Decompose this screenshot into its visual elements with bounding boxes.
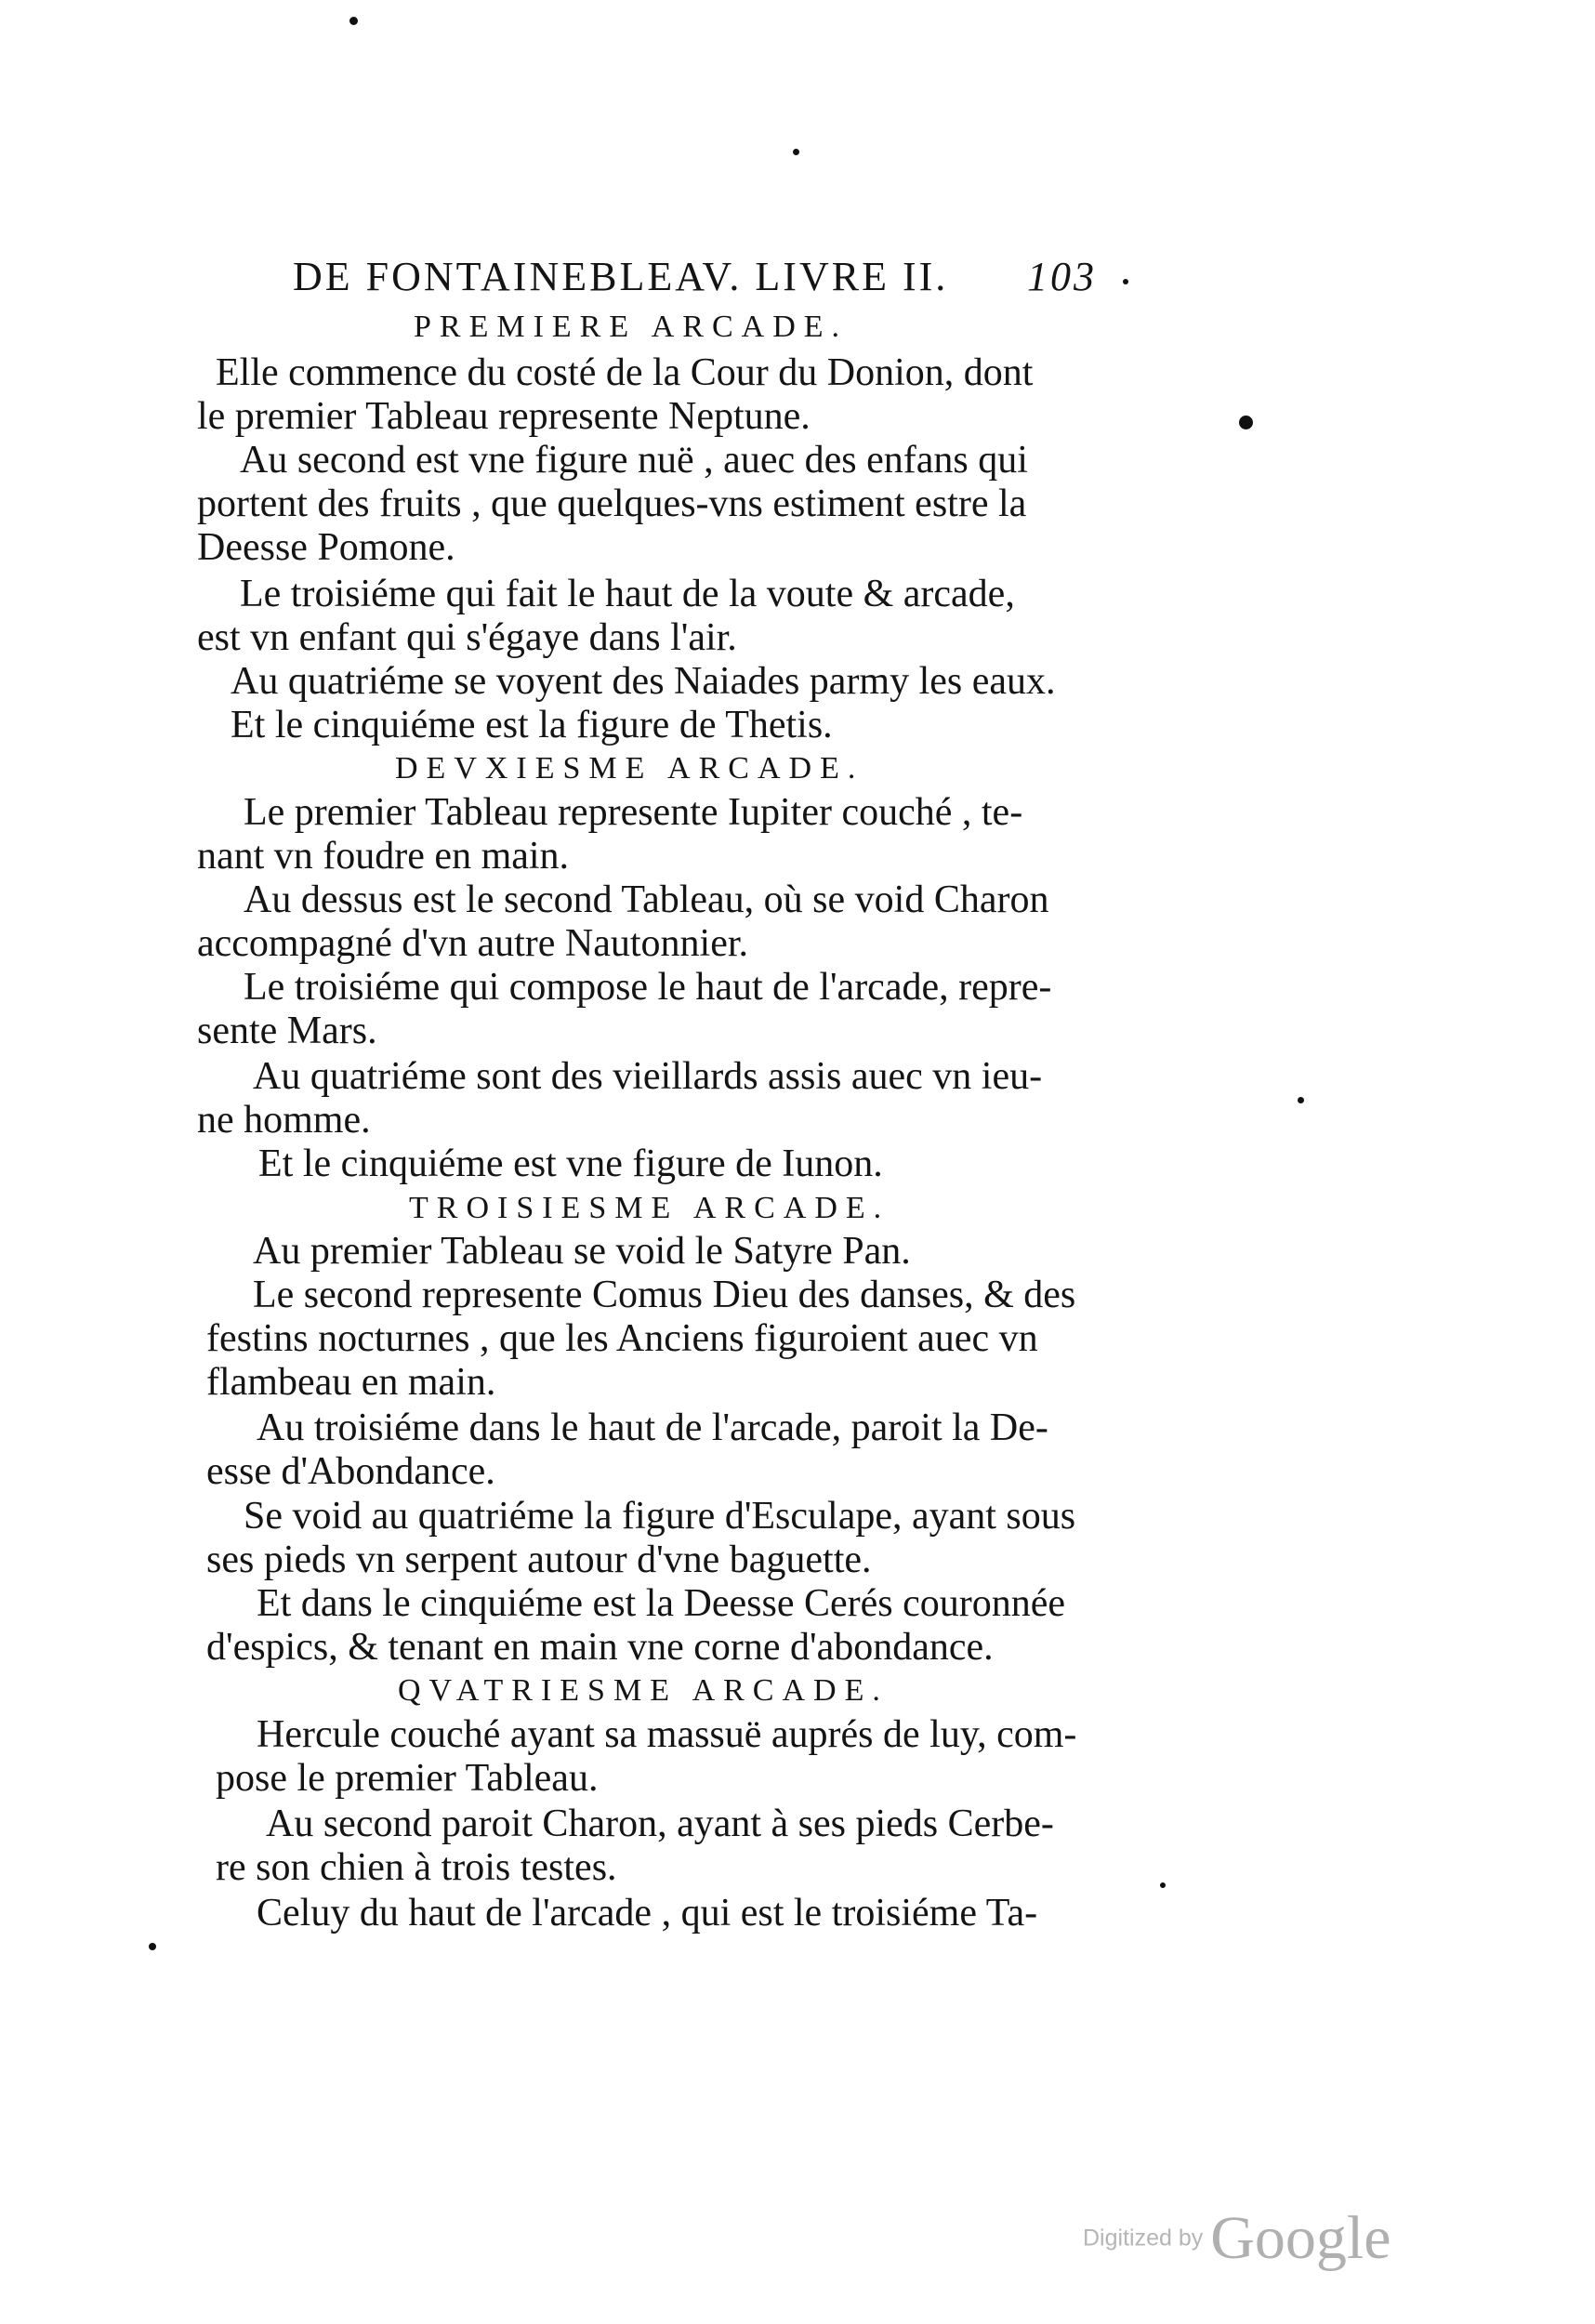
text-line: portent des fruits , que quelques-vns estiment estre la bbox=[197, 482, 1027, 525]
text-line: Au second paroit Charon, ayant à ses pieds Cerbe- bbox=[266, 1802, 1054, 1845]
text-line: nant vn foudre en main. bbox=[197, 835, 570, 878]
digitized-by-google-watermark bbox=[1083, 2203, 1455, 2278]
text-line: le premier Tableau represente Neptune. bbox=[197, 395, 811, 438]
scan-speck bbox=[793, 149, 799, 155]
text-line: d'espics, & tenant en main vne corne d'abondance. bbox=[206, 1626, 994, 1669]
text-line: Au second est vne figure nuë , auec des enfans qui bbox=[240, 439, 1028, 482]
text-line: Au quatriéme se voyent des Naiades parmy les eaux. bbox=[231, 660, 1056, 703]
running-head bbox=[293, 253, 1129, 309]
text-line: Se void au quatriéme la figure d'Esculape, ayant sous bbox=[244, 1495, 1076, 1538]
page-number: 103 bbox=[1027, 254, 1097, 299]
text-line: Au dessus est le second Tableau, où se void Charon bbox=[244, 878, 1049, 921]
text-line: Deesse Pomone. bbox=[197, 526, 455, 569]
text-line: Le troisiéme qui fait le haut de la voute & arcade, bbox=[240, 573, 1015, 615]
text-line: Elle commence du costé de la Cour du Donion, dont bbox=[216, 351, 1034, 394]
scan-speck bbox=[1160, 1882, 1166, 1888]
text-line: est vn enfant qui s'égaye dans l'air. bbox=[197, 616, 737, 659]
text-line: accompagné d'vn autre Nautonnier. bbox=[197, 922, 749, 965]
running-head-title: DE FONTAINEBLEAV. LIVRE II. bbox=[293, 254, 949, 299]
google-logo: Google bbox=[1210, 2204, 1391, 2272]
text-line: Et le cinquiéme est vne figure de Iunon. bbox=[258, 1142, 883, 1185]
scan-speck bbox=[149, 1943, 156, 1950]
text-line: Le troisiéme qui compose le haut de l'arcade, repre- bbox=[244, 966, 1052, 1009]
section-heading-qvatriesme-arcade: QVATRIESME ARCADE. bbox=[398, 1673, 889, 1708]
scan-speck bbox=[1239, 416, 1253, 429]
text-line: Le premier Tableau represente Iupiter couché , te- bbox=[244, 791, 1023, 834]
scan-speck bbox=[349, 17, 358, 25]
section-heading-premiere-arcade: PREMIERE ARCADE. bbox=[414, 310, 849, 344]
text-line: Et le cinquiéme est la figure de Thetis. bbox=[231, 704, 833, 746]
text-line: Au quatriéme sont des vieillards assis auec vn ieu- bbox=[253, 1055, 1043, 1098]
text-line: Au premier Tableau se void le Satyre Pan. bbox=[253, 1230, 911, 1273]
text-line: Celuy du haut de l'arcade , qui est le troisiéme Ta- bbox=[257, 1892, 1038, 1934]
text-line: esse d'Abondance. bbox=[206, 1450, 495, 1493]
text-line: pose le premier Tableau. bbox=[216, 1757, 599, 1800]
section-heading-troisiesme-arcade: TROISIESME ARCADE. bbox=[409, 1191, 890, 1225]
text-line: Le second represente Comus Dieu des danses, & des bbox=[253, 1274, 1076, 1316]
text-line: re son chien à trois testes. bbox=[216, 1846, 617, 1889]
scan-speck bbox=[1298, 1097, 1304, 1103]
text-line: flambeau en main. bbox=[206, 1361, 496, 1404]
watermark-prefix: Digitized by bbox=[1083, 2225, 1204, 2251]
text-line: Et dans le cinquiéme est la Deesse Cerés couronnée bbox=[257, 1582, 1066, 1625]
section-heading-devxiesme-arcade: DEVXIESME ARCADE. bbox=[395, 751, 864, 786]
scan-speck bbox=[1123, 279, 1128, 284]
text-line: ne homme. bbox=[197, 1099, 371, 1142]
text-line: ses pieds vn serpent autour d'vne baguette. bbox=[206, 1538, 872, 1581]
text-line: Hercule couché ayant sa massuë auprés de luy, com- bbox=[257, 1713, 1077, 1756]
text-line: Au troisiéme dans le haut de l'arcade, paroit la De- bbox=[257, 1406, 1048, 1449]
text-line: sente Mars. bbox=[197, 1010, 377, 1052]
text-line: festins nocturnes , que les Anciens figuroient auec vn bbox=[206, 1317, 1038, 1360]
